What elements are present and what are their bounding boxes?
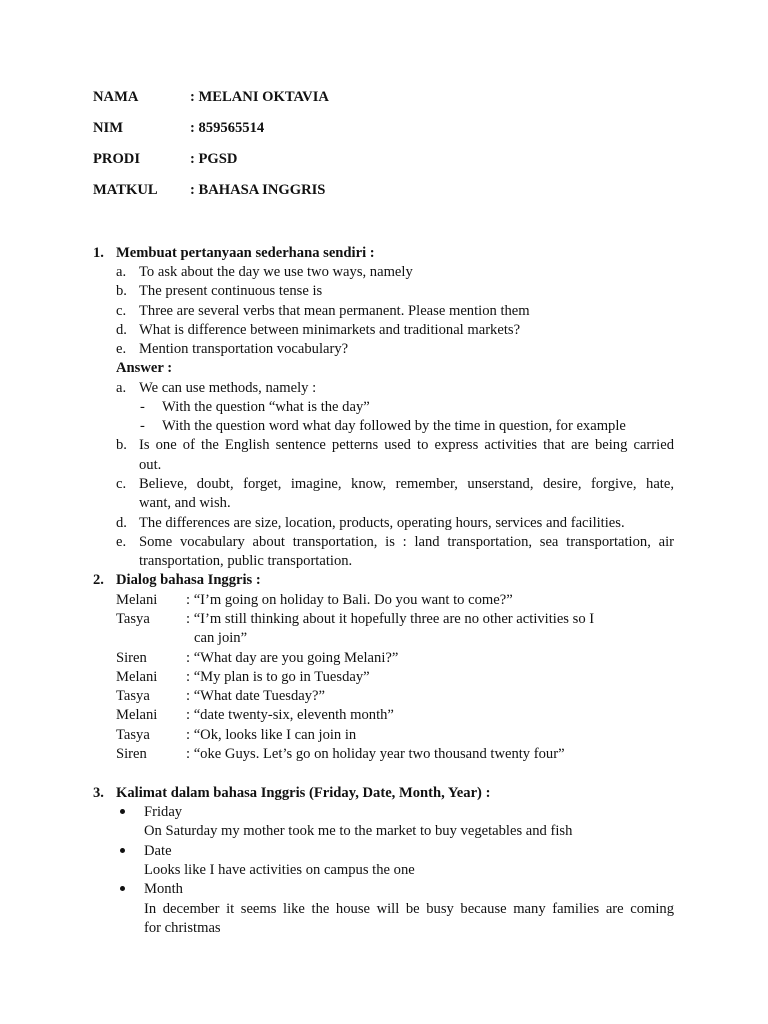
list-marker: a. xyxy=(116,380,127,396)
bullet-icon xyxy=(120,848,125,853)
list-marker: b. xyxy=(116,283,127,299)
list-marker: b. xyxy=(116,437,127,453)
example-sentence: In december it seems like the house will be busy because many families are coming xyxy=(144,901,674,917)
section-number: 1. xyxy=(93,245,104,261)
field-label-prodi: PRODI xyxy=(93,151,141,167)
answer-subitem: With the question “what is the day” xyxy=(162,399,370,415)
dialog-speaker: Tasya xyxy=(116,688,150,704)
dialog-line: : “I’m still thinking about it hopefully three are no other activities so I xyxy=(186,611,595,627)
dialog-line: : “oke Guys. Let’s go on holiday year two thousand twenty four” xyxy=(186,746,565,762)
bullet-icon xyxy=(120,809,125,814)
dialog-line: : “What day are you going Melani?” xyxy=(186,650,399,666)
answer-item-cont: out. xyxy=(139,457,162,473)
answer-subitem: With the question word what day followed by the time in question, for example xyxy=(162,418,626,434)
dialog-speaker: Melani xyxy=(116,669,158,685)
section-number: 3. xyxy=(93,785,104,801)
term-item: Friday xyxy=(144,804,183,820)
field-value-nim: : 859565514 xyxy=(190,120,265,136)
list-marker: d. xyxy=(116,515,127,531)
dialog-speaker: Melani xyxy=(116,707,158,723)
dialog-line: : “I’m going on holiday to Bali. Do you want to come?” xyxy=(186,592,513,608)
field-label-matkul: MATKUL xyxy=(93,182,158,198)
section-number: 2. xyxy=(93,572,104,588)
answer-item-cont: want, and wish. xyxy=(139,495,231,511)
answer-item: Believe, doubt, forget, imagine, know, remember, unserstand, desire, forgive, hate, xyxy=(139,476,674,492)
answer-item: Some vocabulary about transportation, is : land transportation, sea transportation, air xyxy=(139,534,674,550)
question-item: Mention transportation vocabulary? xyxy=(139,341,349,357)
section-title: Dialog bahasa Inggris : xyxy=(116,572,261,588)
dialog-line: : “date twenty-six, eleventh month” xyxy=(186,707,394,723)
section-title: Membuat pertanyaan sederhana sendiri : xyxy=(116,245,375,261)
dialog-line-cont: can join” xyxy=(194,630,248,646)
list-marker: d. xyxy=(116,322,127,338)
example-sentence: Looks like I have activities on campus the one xyxy=(144,862,415,878)
question-item: Three are several verbs that mean permanent. Please mention them xyxy=(139,303,530,319)
term-item: Date xyxy=(144,843,172,859)
question-item: The present continuous tense is xyxy=(139,283,323,299)
question-item: To ask about the day we use two ways, namely xyxy=(139,264,413,280)
list-marker: e. xyxy=(116,534,127,550)
dialog-speaker: Melani xyxy=(116,592,158,608)
bullet-icon xyxy=(120,886,125,891)
field-value-prodi: : PGSD xyxy=(190,151,238,167)
section-title: Kalimat dalam bahasa Inggris (Friday, Date, Month, Year) : xyxy=(116,785,491,801)
example-sentence-cont: for christmas xyxy=(144,920,221,936)
dialog-line: : “Ok, looks like I can join in xyxy=(186,727,357,743)
list-marker: a. xyxy=(116,264,127,280)
field-value-nama: : MELANI OKTAVIA xyxy=(190,89,329,105)
answer-heading: Answer : xyxy=(116,360,173,376)
field-label-nama: NAMA xyxy=(93,89,139,105)
question-item: What is difference between minimarkets and traditional markets? xyxy=(139,322,521,338)
answer-item-cont: transportation, public transportation. xyxy=(139,553,353,569)
answer-item: We can use methods, namely : xyxy=(139,380,317,396)
dialog-line: : “What date Tuesday?” xyxy=(186,688,326,704)
dialog-line: : “My plan is to go in Tuesday” xyxy=(186,669,370,685)
field-value-matkul: : BAHASA INGGRIS xyxy=(190,182,326,198)
example-sentence: On Saturday my mother took me to the market to buy vegetables and fish xyxy=(144,823,573,839)
term-item: Month xyxy=(144,881,183,897)
list-marker: c. xyxy=(116,303,127,319)
dialog-speaker: Siren xyxy=(116,650,147,666)
dash-marker: - xyxy=(140,418,145,434)
list-marker: e. xyxy=(116,341,127,357)
field-label-nim: NIM xyxy=(93,120,123,136)
list-marker: c. xyxy=(116,476,127,492)
dialog-speaker: Tasya xyxy=(116,611,150,627)
dash-marker: - xyxy=(140,399,145,415)
answer-item: Is one of the English sentence petterns used to express activities that are being carried xyxy=(139,437,674,453)
dialog-speaker: Tasya xyxy=(116,727,150,743)
dialog-speaker: Siren xyxy=(116,746,147,762)
answer-item: The differences are size, location, products, operating hours, services and facilities. xyxy=(139,515,625,531)
